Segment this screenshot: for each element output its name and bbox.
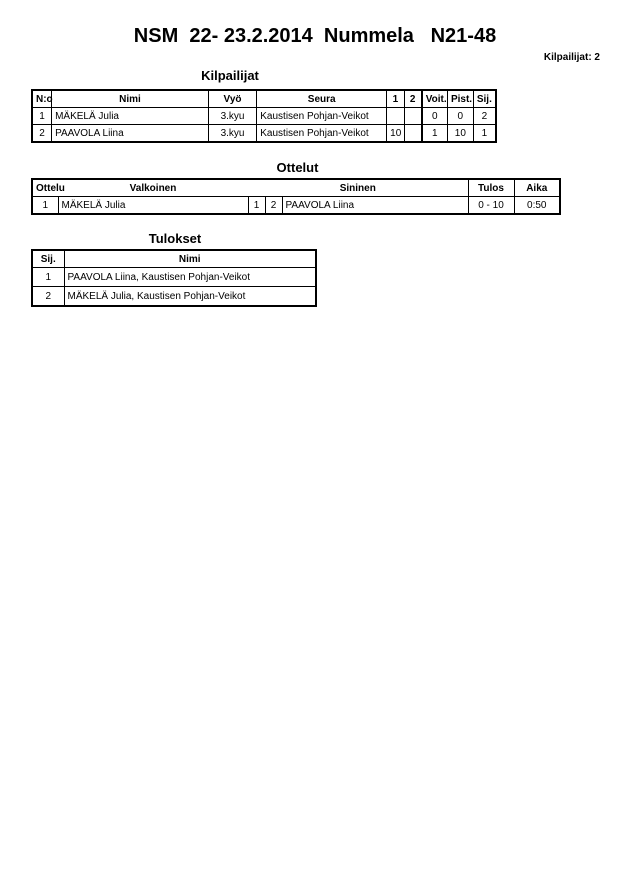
participants-count: Kilpailijat: 2 [543, 52, 600, 63]
competitor-points: 10 [447, 125, 473, 143]
matches-header-row [32, 179, 560, 197]
result-place: 1 [32, 268, 64, 287]
competitor-name: MÄKELÄ Julia [52, 108, 209, 125]
results-heading: Tulokset [148, 231, 202, 246]
match-result: 0 - 10 [468, 197, 514, 215]
competitor-belt: 3.kyu [208, 108, 256, 125]
competitor-belt: 3.kyu [208, 125, 256, 143]
col-belt: Vyö [208, 90, 256, 108]
matches-heading: Ottelut [276, 160, 319, 175]
col-points: Pist. [447, 90, 473, 108]
matches-table [31, 178, 561, 215]
competitor-round-2 [404, 108, 422, 125]
match-number: 1 [32, 197, 58, 215]
results-header-row [32, 250, 316, 268]
match-blue-no: 2 [265, 197, 282, 215]
col-round-2: 2 [404, 90, 422, 108]
competitor-club: Kaustisen Pohjan-Veikot [257, 108, 387, 125]
col-result: Tulos [468, 179, 514, 197]
competitor-round-1 [387, 108, 405, 125]
table-row [32, 197, 560, 215]
competitor-points: 0 [447, 108, 473, 125]
result-name: MÄKELÄ Julia, Kaustisen Pohjan-Veikot [64, 287, 316, 307]
match-time: 0:50 [514, 197, 560, 215]
competitor-wins: 1 [422, 125, 448, 143]
competitors-heading: Kilpailijat [201, 68, 259, 83]
col-white: Valkoinen [58, 179, 248, 197]
competitor-club: Kaustisen Pohjan-Veikot [257, 125, 387, 143]
competitor-no: 2 [32, 125, 52, 143]
match-white-name: MÄKELÄ Julia [58, 197, 248, 215]
col-name: Nimi [52, 90, 209, 108]
table-row [32, 287, 316, 307]
result-name: PAAVOLA Liina, Kaustisen Pohjan-Veikot [64, 268, 316, 287]
table-row [32, 268, 316, 287]
col-round-1: 1 [387, 90, 405, 108]
result-place: 2 [32, 287, 64, 307]
col-wins: Voit. [422, 90, 448, 108]
col-result-name: Nimi [64, 250, 316, 268]
col-place: Sij. [473, 90, 496, 108]
col-no: N:o [32, 90, 52, 108]
competitor-round-1: 10 [387, 125, 405, 143]
results-table [31, 249, 317, 307]
competitor-no: 1 [32, 108, 52, 125]
competitor-wins: 0 [422, 108, 448, 125]
col-club: Seura [257, 90, 387, 108]
competitors-header-row [32, 90, 496, 108]
table-row [32, 108, 496, 125]
competitor-place: 1 [473, 125, 496, 143]
competitors-table [31, 89, 497, 143]
competitor-name: PAAVOLA Liina [52, 125, 209, 143]
competitor-round-2 [404, 125, 422, 143]
col-match: Ottelu [32, 179, 58, 197]
col-result-place: Sij. [32, 250, 64, 268]
table-row [32, 125, 496, 143]
match-blue-name: PAAVOLA Liina [282, 197, 468, 215]
match-white-no: 1 [248, 197, 265, 215]
competitor-place: 2 [473, 108, 496, 125]
col-time: Aika [514, 179, 560, 197]
col-blue: Sininen [248, 179, 468, 197]
page-title: NSM 22- 23.2.2014 Nummela N21-48 [133, 25, 497, 47]
